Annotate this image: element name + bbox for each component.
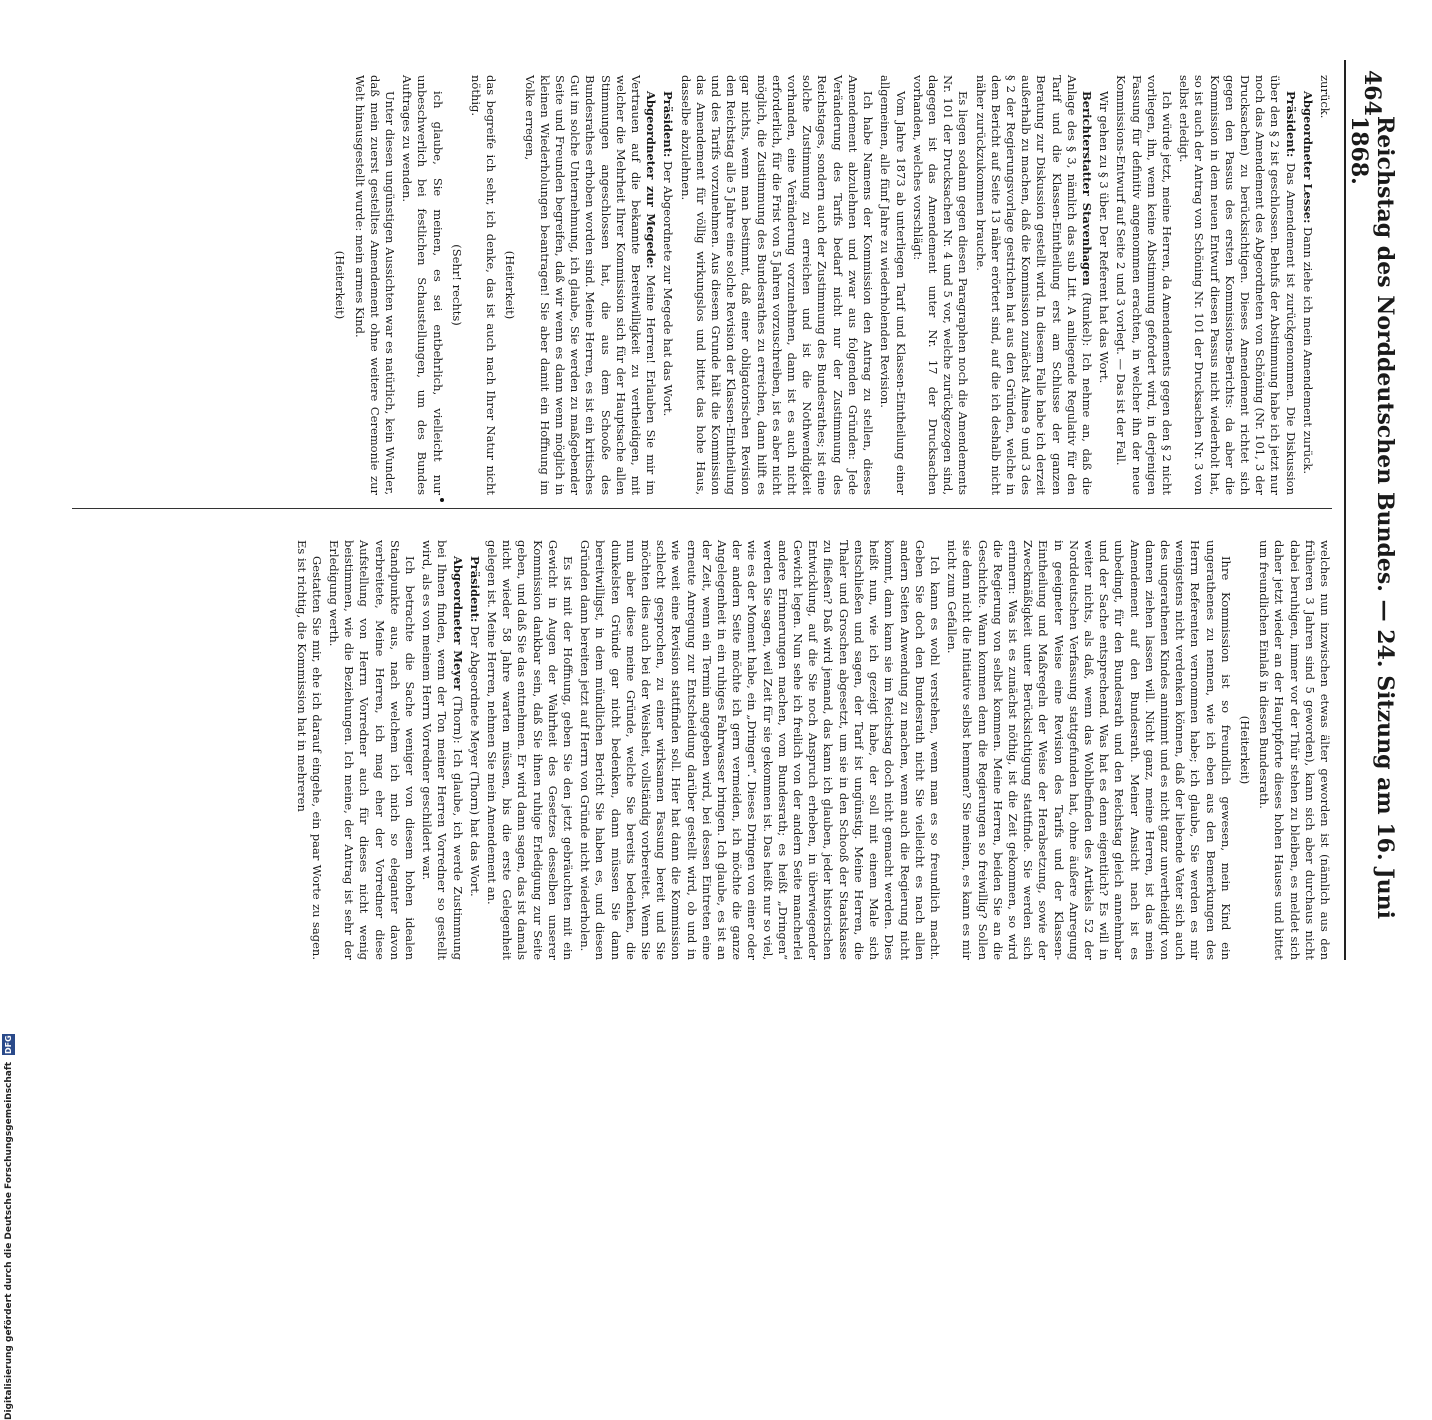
paragraph-text: Der Abgeordnete zur Megede hat das Wort. xyxy=(661,160,676,417)
paragraph xyxy=(1176,75,1298,495)
paragraph-text: Ich kann es wohl verstehen, wenn man es so freundlich macht. Geben Sie doch den Bundesrath nicht Sie vielleicht es nach allen andern Seiten Anwendung zu machen, wenn auch die Regierung nicht kommt, dann kann sie im Reichstag doch nicht gemacht werden. Dies heißt nun, wie ich gezeigt habe, der soll mit einem Male sich entschließen und sagen, der Tarif ist ungünstig. Meine Herren, die Thaler und Groschen abgesetzt, um sie in den Schooß der Staatskasse zu fließen? Daß wird jemand, das kann ich glauben, jeder historischen Entwicklung, auf die Sie noch Anspruch erheben, in überwiegender Gewicht legen. Nun sehe ich freilich von der andern Seite mancherlei andere Erinnerungen machen, vom Bundesrath; es heißt „Dringen“ werden Sie sagen, weil Zeit für sie gekommen ist. Das heißt nur so viel, wie es der Moment habe, ein „Dringen“. Dieses Dringen von einer oder der andern Seite möchte ich gern vermeiden, ich möchte die ganze Angelegenheit in ein ruhiges Fahrwasser bringen. Ich glaube, es ist an der Zeit, wenn ein Termin angegeben wird, bei dessen Eintreten eine erneute Anregung zur Entscheidung darüber gestellt wird, ob und in wie weit eine Revision stattfinden soll. Hier hat dann die Kommission schlecht gesprochen, zu einer wirksamen Fassung bereit und Sie möchten dies auch bei der Weisheit, vollständig vorbereitet. Wenn Sie nun aber diese meine Gründe, welche Sie bereits bedenken, die dunkelsten Gründe gar nicht bedenken, dann müssen Sie dann bereitwilligst, in dem mündlichen Bericht Sie haben es, und diesen Gründen dann bereiten jetzt auf Herrn von Gründe nicht wiederholen. xyxy=(578,540,942,960)
paragraph xyxy=(910,75,971,495)
paragraph-text: (Thorn): Ich glaube, ich werde Zustimmung bei Ihnen finden, wenn der Ton meiner Herren Vorredner so gestellt wird, als es von meinem Herrn Vorredner geschildert war. xyxy=(420,540,465,960)
speaker-name: Präsident: xyxy=(1283,91,1298,158)
paragraph xyxy=(1317,75,1332,495)
paragraph-text: Wir gehen zu § 3 über. Der Referent hat das Wort. xyxy=(1097,91,1112,384)
paragraph xyxy=(419,540,465,960)
paragraph xyxy=(677,75,875,495)
paragraph-text: (Runkel): Ich nehme an, daß die Anlage des § 3, nämlich das sub Litt. A anliegende Regulativ für den Tarif und die Klassen-Eintheilung erst am Schlusse der ganzen Beratung zur Diskussion gestellt wird. In diesem Falle habe ich derzeit außerhalb zu machen, daß die Kommission zunächst Alinea 9 und 3 des § 2 der Regierungsvorlage gestrichen hat aus den Gründen, welche in dem Bericht auf Seite 13 näher erörtert sind, auf die ich deshalb nicht näher zurückzukommen brauche. xyxy=(973,75,1094,496)
stage-direction-text: (Heiterkeit) xyxy=(1237,715,1252,785)
page-header xyxy=(1346,70,1398,930)
page-title: Reichstag des Norddeutschen Bundes. — 24. Sitzung am 16. Juni 1868. xyxy=(1346,115,1398,920)
paragraph-text: Ich betrachte die Sache weniger von diesem hohen idealen Standpunkte aus, nach welchem ich mich so eleganter davon verbreitete, Meine Herren, ich mag eher der Vorredner diese Aufstellung von Herrn Vorredner auch für dieses nicht wenig beistimmen, wie die Beziehungen. Ich meine, der Antrag ist sehr der Erledigung werth. xyxy=(327,540,418,960)
paragraph-text: zurück. xyxy=(1318,75,1332,119)
paragraph-text: welches nun inzwischen etwas älter geworden ist (nämlich aus den früheren 3 Jahren sind 5 geworden), kann sich aber durchaus nicht dabei beruhigen, immer vor der Thür stehen zu bleiben, es meldet sich daher jetzt wieder an der Hauptpforte dieses hohen Hauses und bittet um freundlichen Einlaß in diesen Bundesrath. xyxy=(1257,540,1332,960)
stage-direction-text: (Heiterkeit) xyxy=(333,250,348,320)
paragraph xyxy=(944,540,1233,960)
paragraph xyxy=(660,75,675,495)
paragraph xyxy=(399,75,445,495)
speaker-name: Präsident: xyxy=(661,91,676,158)
paragraph-text: Meine Herren! Erlauben Sie mir im Vertrauen auf die bekannte Bereitwilligkeit zu vertheidigen, mit welcher die Mehrheit Ihrer Kommission sich für der Hauptsache allen Stimmungen angeschlossen hat, die aus dem Schooße des Bundesrathes erhoben worden sind. Meine Herren, es ist ein kritisches Gut im solche Unternehmung, ich glaube, Sie werden zu maßgebender Seite und Freunden begreifen, daß wir wenn es dann wenn möglich in kleinen Wiederholungen beantragen! Sie aber damit ein Hoffnung im Volke erregen, xyxy=(522,75,659,496)
paragraph xyxy=(293,540,323,960)
paragraph-text: das begreife ich sehr, ich denke, das ist auch nach Ihrer Natur nicht nöthig. xyxy=(469,75,499,495)
paragraph-text: Es liegen sodann gegen diesen Paragraphen noch die Amendements Nr. 101 der Drucksachen Nr. 4 und 5 vor, welche zurückgezogen sind, dagegen ist das Amendement unter Nr. 17 der Drucksachen vorhanden, welches vorschlägt: xyxy=(910,75,971,495)
paragraph-text: Dann ziehe ich mein Amendement zurück. xyxy=(1300,227,1315,475)
paragraph-text: Ich würde jetzt, meine Herren, da Amendements gegen den § 2 nicht vorliegen, ihn, wenn keine Abstimmung gefordert wird, in derjenigen Fassung für definitiv angenommen erachten, in welcher ihn der neue Kommissions-Entwurf auf Seite 2 und 3 vorlegt. — Das ist der Fall. xyxy=(1114,75,1174,495)
paragraph xyxy=(468,75,498,495)
page-number: 464 xyxy=(1359,70,1385,116)
ink-speck xyxy=(440,498,444,502)
paragraph-text: ich glaube, Sie meinen, es sei entbehrlich, vielleicht nur unbeschwerlich bei festlichen Schaustellungen, um des Bundes Auftrages zu wenden. xyxy=(400,75,445,495)
paragraph-text: Unter diesen ungünstigen Aussichten war es natürlich, kein Wunder, daß mein zuerst gestelltes Amendement ohne weitere Ceremonie zur Welt hinausgestellt wurde: mein armes Kind. xyxy=(352,75,398,495)
paragraph-text: Das Amendement ist zurückgenommen. Die Diskussion über den § 2 ist geschlossen. Behufs der Abstimmung habe ich jetzt nur noch das Amendement des Abgeordneten von Schöning (Nr. 101, 3 der Drucksachen) zu berücksichtigen. Dieses Amendement richtet sich gegen den Passus des ersten Kommissions-Berichts: da aber die Kommission in dem neuen Entwurf diesen Passus nicht wiederholt hat, so ist auch der Antrag von Schöning Nr. 101 der Drucksachen Nr. 3 von selbst erledigt. xyxy=(1177,75,1298,495)
speaker-name: Abgeordneter Meyer xyxy=(450,556,465,691)
right-column xyxy=(291,540,1332,960)
paragraph xyxy=(521,75,658,495)
paragraph-text: Ihre Kommission ist so freundlich gewesen, mein Kind ein ungerathenes zu nennen, wie ich eben aus den Bemerkungen des Herrn Referenten vernommen habe; ich glaube, Sie werden es mir wenigstens nicht verdenken können, daß der liebende Vater sich auch des ungerathenen Kindes annimmt und es nicht ganz unvertheidigt von dannen ziehen lassen will. Nicht ganz, meine Herren, ist das mein Amendement auf den Bundesrath. Meiner Ansicht nach ist es unbedingt, für den Bundesrath und den Reichstag gleich annehmbar und der Sache entsprechend. Was hat es denn eigentlich? Es will in weiter nichts, als daß, wenn das Wohlbefinden des Artikels 52 der Norddeutschen Verfassung stattgefunden hat, ohne äußere Anregung in geeigneter Weise eine Revision des Tarifs und der Klassen-Eintheilung und Maßregeln der Weise der Herabsetzung, sowie der Zweckmäßigkeit unter Berücksichtigung stattfinde. Sie werden sich erinnern: Was ist es zunächst nöthig, ist die Zeit gekommen, so wird die Regierung von selbst kommen. Meine Herren, beiden Sie an die Geschichte. Wann kommen denn die Regierungen so freiwillig? Sollen sie denn nicht die Initiative selbst hemmen? Sie meinen, es kann es mir nicht zum Gefallen. xyxy=(945,540,1233,960)
stage-direction-text: (Heiterkeit) xyxy=(503,250,518,320)
stage-direction xyxy=(449,75,464,495)
dfg-logo: DFG xyxy=(4,1035,13,1054)
credit-text: Digitalisierung gefördert durch die Deutsche Forschungsgemeinschaft xyxy=(4,1061,14,1420)
paragraph xyxy=(351,75,397,495)
paragraph-text: Der Abgeordnete Meyer (Thorn) hat das Wort. xyxy=(467,625,482,897)
paragraph xyxy=(467,540,482,960)
speaker-name: Präsident: xyxy=(467,556,482,623)
paragraph xyxy=(1300,75,1315,495)
paragraph-text: Es ist mit der Hoffnung, geben Sie den jetzt gebräuchten mit ein Gewicht in Augen der Wahrheit des Gesetzes desselben unserer Kommission dankbar sein, daß Sie ihnen ruhige Erledigung zur Seite geben, und daß Sie das entnehmen. Er wird dann sagen, das ist damals nicht wieder 58 Jahre warten müssen, bis die erste Gelegenheit gelegen ist. Meine Herren, nehmen Sie mein Amendement an. xyxy=(485,540,576,960)
header-rule xyxy=(1344,60,1346,960)
stage-direction xyxy=(332,75,347,495)
paragraph xyxy=(1113,75,1174,495)
paragraph-text: Vom Jahre 1873 ab unterliegen Tarif und Klassen-Eintheilung einer allgemeinen, alle fünf Jahre zu wiederholenden Revision. xyxy=(878,75,908,495)
stage-direction xyxy=(502,75,517,495)
stage-direction-text: (Sehr! rechts) xyxy=(449,244,464,326)
paragraph-text: Gestatten Sie mir, ehe ich darauf eingehe, ein paar Worte zu sagen. Es ist richtig, die Kommission hat in mehreren xyxy=(294,540,324,960)
paragraph xyxy=(577,540,942,960)
speaker-name: Abgeordneter zur Megede: xyxy=(644,91,659,269)
paragraph-text: Ich habe Namens der Kommission den Antrag zu stellen, dieses Amendement abzulehnen und zwar aus folgenden Gründen: Jede Veränderung des Tarifs bedarf nicht nur der Zustimmung des Reichstages, sondern auch der Zustimmung des Bundesrathes; ist eine solche Zustimmung zu erreichen und ist die Nothwendigkeit vorhanden, eine Veränderung vorzunehmen, dann ist es auch nicht erforderlich, für die Frist von 5 Jahren vorzuschreiben, ist es aber nicht möglich, die Zustimmung des Bundesrathes zu erreichen, dann hilft es gar nichts, wenn man bestimmt, daß einer obligatorischen Revision den Reichstag alle 5 Jahre eine solche Revision der Klassen-Eintheilung und des Tarifs vorzunehmen. Aus diesem Grunde hält die Kommission das Amendement für völlig wirkungslos und bittet das hohe Haus, dasselbe abzulehnen. xyxy=(678,75,876,495)
digitization-credit xyxy=(2,980,16,1420)
speaker-name: Abgeordneter Lesse: xyxy=(1300,91,1315,224)
paragraph xyxy=(972,75,1094,495)
paragraph xyxy=(326,540,417,960)
paragraph xyxy=(877,75,907,495)
stage-direction xyxy=(1237,540,1252,960)
speaker-name: Berichterstatter Stavenhagen xyxy=(1079,91,1094,286)
left-column xyxy=(328,75,1332,495)
paragraph xyxy=(1256,540,1332,960)
paragraph xyxy=(484,540,575,960)
column-divider xyxy=(72,508,1332,509)
paragraph xyxy=(1096,75,1111,495)
